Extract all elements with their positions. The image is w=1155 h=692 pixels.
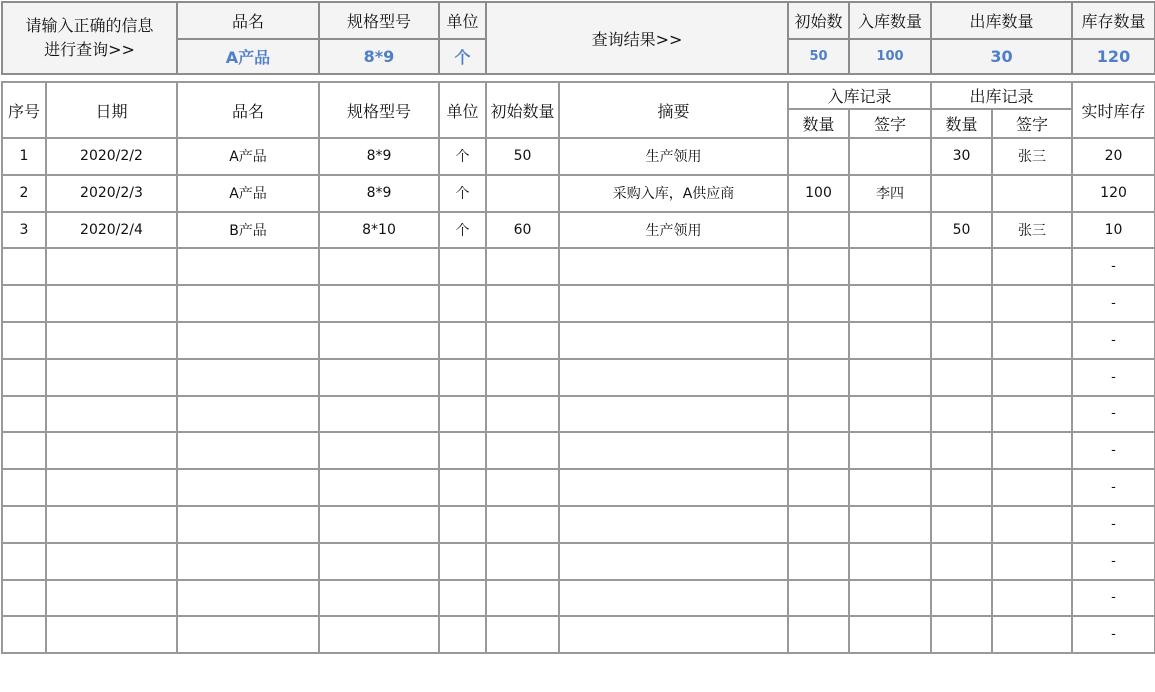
- table-row: [2, 506, 1155, 543]
- query-input-name[interactable]: A产品: [177, 39, 319, 75]
- cell-initial[interactable]: 50: [486, 138, 559, 175]
- cell-in-sign[interactable]: [849, 432, 931, 469]
- cell-out-sign[interactable]: [992, 543, 1072, 580]
- cell-summary[interactable]: [559, 469, 788, 506]
- cell-summary[interactable]: 生产领用: [559, 212, 788, 249]
- cell-initial[interactable]: [486, 432, 559, 469]
- cell-summary[interactable]: [559, 396, 788, 433]
- cell-unit[interactable]: [439, 469, 486, 506]
- cell-stock[interactable]: -: [1072, 506, 1155, 543]
- cell-in-qty[interactable]: [788, 616, 849, 653]
- cell-name[interactable]: [177, 506, 319, 543]
- table-row: [2, 322, 1155, 359]
- cell-stock[interactable]: -: [1072, 616, 1155, 653]
- cell-date[interactable]: [46, 506, 177, 543]
- query-prompt: [2, 2, 177, 74]
- cell-out-sign[interactable]: [992, 322, 1072, 359]
- cell-name[interactable]: [177, 543, 319, 580]
- cell-date[interactable]: [46, 322, 177, 359]
- result-stock: 120: [1072, 39, 1155, 75]
- cell-name[interactable]: A产品: [177, 175, 319, 212]
- col-header-seq: 序号: [2, 82, 46, 138]
- cell-summary[interactable]: [559, 506, 788, 543]
- cell-summary[interactable]: [559, 322, 788, 359]
- cell-unit[interactable]: [439, 396, 486, 433]
- cell-seq[interactable]: [2, 543, 46, 580]
- cell-seq[interactable]: 3: [2, 212, 46, 249]
- cell-in-sign[interactable]: [849, 359, 931, 396]
- query-prompt-line1: 请输入正确的信息: [25, 16, 154, 35]
- cell-date[interactable]: [46, 580, 177, 617]
- cell-out-qty[interactable]: [931, 616, 992, 653]
- cell-out-sign[interactable]: [992, 469, 1072, 506]
- cell-out-qty[interactable]: [931, 396, 992, 433]
- cell-out-qty[interactable]: [931, 285, 992, 322]
- cell-spec[interactable]: [319, 285, 439, 322]
- cell-summary[interactable]: 采购入库，A供应商: [559, 175, 788, 212]
- cell-unit[interactable]: [439, 248, 486, 285]
- inventory-ledger-table: [1, 81, 1155, 654]
- cell-name[interactable]: [177, 322, 319, 359]
- cell-seq[interactable]: [2, 248, 46, 285]
- cell-out-qty[interactable]: [931, 248, 992, 285]
- cell-unit[interactable]: 个: [439, 212, 486, 249]
- cell-out-qty[interactable]: [931, 432, 992, 469]
- cell-initial[interactable]: [486, 396, 559, 433]
- table-row: [2, 616, 1155, 653]
- cell-initial[interactable]: [486, 580, 559, 617]
- cell-name[interactable]: [177, 396, 319, 433]
- cell-initial[interactable]: 60: [486, 212, 559, 249]
- table-row: [2, 212, 1155, 249]
- cell-seq[interactable]: [2, 616, 46, 653]
- cell-in-qty[interactable]: [788, 396, 849, 433]
- query-result-label: 查询结果>>: [486, 2, 788, 74]
- cell-spec[interactable]: [319, 543, 439, 580]
- cell-date[interactable]: [46, 432, 177, 469]
- cell-in-qty[interactable]: [788, 543, 849, 580]
- cell-stock[interactable]: 120: [1072, 175, 1155, 212]
- col-header-realtime-stock: 实时库存: [1072, 82, 1155, 138]
- cell-unit[interactable]: [439, 580, 486, 617]
- cell-seq[interactable]: [2, 432, 46, 469]
- cell-unit[interactable]: [439, 285, 486, 322]
- cell-stock[interactable]: -: [1072, 285, 1155, 322]
- cell-unit[interactable]: 个: [439, 175, 486, 212]
- cell-spec[interactable]: [319, 469, 439, 506]
- table-row: [2, 138, 1155, 175]
- cell-seq[interactable]: [2, 580, 46, 617]
- col-header-unit: 单位: [439, 82, 486, 138]
- cell-in-qty[interactable]: [788, 469, 849, 506]
- cell-spec[interactable]: [319, 359, 439, 396]
- cell-out-qty[interactable]: 50: [931, 212, 992, 249]
- table-row: [2, 469, 1155, 506]
- cell-in-sign[interactable]: [849, 138, 931, 175]
- cell-seq[interactable]: [2, 396, 46, 433]
- cell-in-qty[interactable]: [788, 212, 849, 249]
- cell-in-sign[interactable]: [849, 396, 931, 433]
- col-header-name: 品名: [177, 82, 319, 138]
- cell-stock[interactable]: -: [1072, 580, 1155, 617]
- cell-spec[interactable]: 8*10: [319, 212, 439, 249]
- cell-date[interactable]: [46, 396, 177, 433]
- cell-out-sign[interactable]: [992, 580, 1072, 617]
- cell-summary[interactable]: [559, 248, 788, 285]
- col-header-date: 日期: [46, 82, 177, 138]
- cell-in-sign[interactable]: [849, 322, 931, 359]
- cell-in-sign[interactable]: [849, 212, 931, 249]
- table-row: [2, 396, 1155, 433]
- cell-name[interactable]: [177, 580, 319, 617]
- cell-out-qty[interactable]: [931, 359, 992, 396]
- cell-unit[interactable]: [439, 359, 486, 396]
- cell-summary[interactable]: [559, 580, 788, 617]
- cell-out-qty[interactable]: 30: [931, 138, 992, 175]
- table-row: [2, 285, 1155, 322]
- result-header-stock: 库存数量: [1072, 2, 1155, 39]
- cell-out-qty[interactable]: [931, 322, 992, 359]
- cell-spec[interactable]: [319, 396, 439, 433]
- cell-date[interactable]: [46, 616, 177, 653]
- cell-in-qty[interactable]: [788, 138, 849, 175]
- cell-out-sign[interactable]: [992, 175, 1072, 212]
- cell-initial[interactable]: [486, 175, 559, 212]
- table-row: [2, 359, 1155, 396]
- cell-unit[interactable]: [439, 432, 486, 469]
- col-header-out-record: 出库记录: [931, 82, 1072, 109]
- cell-in-qty[interactable]: [788, 506, 849, 543]
- result-header-out-qty: 出库数量: [931, 2, 1072, 39]
- cell-spec[interactable]: [319, 248, 439, 285]
- cell-in-qty[interactable]: [788, 359, 849, 396]
- result-initial: 50: [788, 39, 849, 75]
- col-header-summary: 摘要: [559, 82, 788, 138]
- cell-out-qty[interactable]: [931, 543, 992, 580]
- cell-initial[interactable]: [486, 359, 559, 396]
- col-header-initial: 初始数量: [486, 82, 559, 138]
- query-header-unit: 单位: [439, 2, 486, 39]
- cell-summary[interactable]: [559, 616, 788, 653]
- cell-seq[interactable]: [2, 359, 46, 396]
- cell-in-qty[interactable]: [788, 322, 849, 359]
- col-header-spec: 规格型号: [319, 82, 439, 138]
- query-header-spec: 规格型号: [319, 2, 439, 39]
- cell-initial[interactable]: [486, 543, 559, 580]
- cell-name[interactable]: [177, 432, 319, 469]
- cell-spec[interactable]: [319, 432, 439, 469]
- cell-out-sign[interactable]: [992, 506, 1072, 543]
- cell-summary[interactable]: [559, 432, 788, 469]
- cell-name[interactable]: [177, 359, 319, 396]
- cell-unit[interactable]: [439, 616, 486, 653]
- cell-out-qty[interactable]: [931, 175, 992, 212]
- cell-in-sign[interactable]: [849, 469, 931, 506]
- col-header-out-sign: 签字: [992, 109, 1072, 138]
- cell-spec[interactable]: [319, 322, 439, 359]
- cell-initial[interactable]: [486, 506, 559, 543]
- cell-out-sign[interactable]: [992, 396, 1072, 433]
- table-row: [2, 580, 1155, 617]
- cell-seq[interactable]: [2, 469, 46, 506]
- cell-stock[interactable]: -: [1072, 248, 1155, 285]
- cell-in-qty[interactable]: [788, 285, 849, 322]
- table-row: [2, 248, 1155, 285]
- query-header-name: 品名: [177, 2, 319, 39]
- cell-initial[interactable]: [486, 469, 559, 506]
- cell-initial[interactable]: [486, 322, 559, 359]
- table-row: [2, 432, 1155, 469]
- cell-out-sign[interactable]: [992, 248, 1072, 285]
- cell-unit[interactable]: [439, 506, 486, 543]
- cell-seq[interactable]: 1: [2, 138, 46, 175]
- cell-spec[interactable]: 8*9: [319, 175, 439, 212]
- cell-date[interactable]: [46, 359, 177, 396]
- cell-date[interactable]: 2020/2/3: [46, 175, 177, 212]
- cell-unit[interactable]: [439, 322, 486, 359]
- result-out-qty: 30: [931, 39, 1072, 75]
- result-in-qty: 100: [849, 39, 931, 75]
- cell-stock[interactable]: -: [1072, 432, 1155, 469]
- cell-spec[interactable]: [319, 506, 439, 543]
- col-header-in-sign: 签字: [849, 109, 931, 138]
- cell-spec[interactable]: [319, 616, 439, 653]
- cell-in-qty[interactable]: [788, 432, 849, 469]
- cell-unit[interactable]: 个: [439, 138, 486, 175]
- col-header-out-qty: 数量: [931, 109, 992, 138]
- cell-in-sign[interactable]: [849, 616, 931, 653]
- query-prompt-line2: 进行查询>>: [44, 40, 135, 59]
- result-header-initial: 初始数: [788, 2, 849, 39]
- cell-summary[interactable]: [559, 359, 788, 396]
- cell-in-sign[interactable]: [849, 506, 931, 543]
- cell-date[interactable]: 2020/2/4: [46, 212, 177, 249]
- col-header-in-record: 入库记录: [788, 82, 931, 109]
- cell-name[interactable]: [177, 248, 319, 285]
- cell-in-qty[interactable]: 100: [788, 175, 849, 212]
- col-header-in-qty: 数量: [788, 109, 849, 138]
- cell-name[interactable]: [177, 469, 319, 506]
- cell-out-sign[interactable]: 张三: [992, 212, 1072, 249]
- cell-seq[interactable]: [2, 285, 46, 322]
- cell-out-sign[interactable]: 张三: [992, 138, 1072, 175]
- cell-in-sign[interactable]: [849, 285, 931, 322]
- cell-in-sign[interactable]: [849, 248, 931, 285]
- cell-out-sign[interactable]: [992, 285, 1072, 322]
- cell-name[interactable]: [177, 285, 319, 322]
- query-input-spec[interactable]: 8*9: [319, 39, 439, 75]
- cell-in-sign[interactable]: [849, 543, 931, 580]
- cell-date[interactable]: [46, 543, 177, 580]
- cell-stock[interactable]: -: [1072, 322, 1155, 359]
- cell-name[interactable]: [177, 616, 319, 653]
- cell-out-qty[interactable]: [931, 580, 992, 617]
- cell-name[interactable]: B产品: [177, 212, 319, 249]
- cell-date[interactable]: [46, 248, 177, 285]
- cell-in-qty[interactable]: [788, 580, 849, 617]
- cell-spec[interactable]: 8*9: [319, 138, 439, 175]
- cell-seq[interactable]: 2: [2, 175, 46, 212]
- cell-summary[interactable]: 生产领用: [559, 138, 788, 175]
- cell-stock[interactable]: -: [1072, 543, 1155, 580]
- cell-unit[interactable]: [439, 543, 486, 580]
- cell-summary[interactable]: [559, 543, 788, 580]
- cell-date[interactable]: [46, 285, 177, 322]
- cell-summary[interactable]: [559, 285, 788, 322]
- cell-stock[interactable]: 10: [1072, 212, 1155, 249]
- cell-seq[interactable]: [2, 506, 46, 543]
- query-input-unit[interactable]: 个: [439, 39, 486, 75]
- result-header-in-qty: 入库数量: [849, 2, 931, 39]
- cell-out-sign[interactable]: [992, 616, 1072, 653]
- table-row: [2, 543, 1155, 580]
- cell-in-qty[interactable]: [788, 248, 849, 285]
- cell-initial[interactable]: [486, 248, 559, 285]
- cell-stock[interactable]: -: [1072, 469, 1155, 506]
- cell-date[interactable]: 2020/2/2: [46, 138, 177, 175]
- cell-in-sign[interactable]: [849, 580, 931, 617]
- cell-spec[interactable]: [319, 580, 439, 617]
- cell-in-sign[interactable]: 李四: [849, 175, 931, 212]
- cell-initial[interactable]: [486, 285, 559, 322]
- table-row: [2, 175, 1155, 212]
- cell-name[interactable]: A产品: [177, 138, 319, 175]
- cell-out-sign[interactable]: [992, 432, 1072, 469]
- cell-out-qty[interactable]: [931, 506, 992, 543]
- cell-initial[interactable]: [486, 616, 559, 653]
- cell-date[interactable]: [46, 469, 177, 506]
- query-panel: [1, 1, 1155, 75]
- cell-out-sign[interactable]: [992, 359, 1072, 396]
- cell-stock[interactable]: -: [1072, 396, 1155, 433]
- cell-stock[interactable]: 20: [1072, 138, 1155, 175]
- cell-out-qty[interactable]: [931, 469, 992, 506]
- cell-seq[interactable]: [2, 322, 46, 359]
- cell-stock[interactable]: -: [1072, 359, 1155, 396]
